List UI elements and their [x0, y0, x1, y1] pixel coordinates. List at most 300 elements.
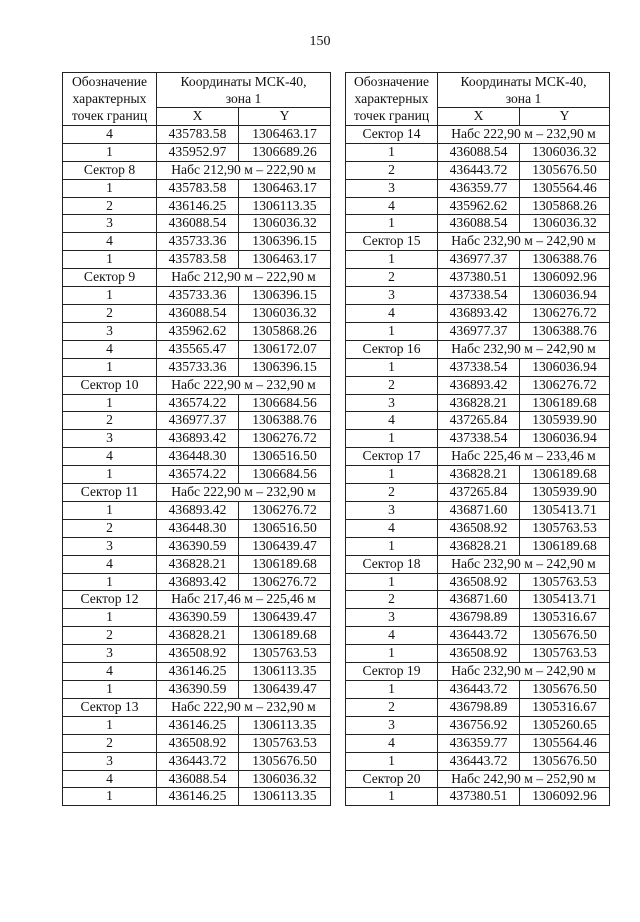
y-header: Y — [239, 108, 331, 126]
x-coordinate: 436893.42 — [157, 573, 239, 591]
sector-name: Сектор 18 — [346, 555, 438, 573]
point-number: 4 — [346, 627, 438, 645]
x-coordinate: 436390.59 — [157, 609, 239, 627]
x-coordinate: 437380.51 — [438, 269, 520, 287]
x-coordinate: 436977.37 — [438, 322, 520, 340]
y-coordinate: 1306396.15 — [239, 358, 331, 376]
sector-height-range: Набс 222,90 м – 232,90 м — [157, 376, 331, 394]
point-number: 4 — [346, 197, 438, 215]
coords-header — [438, 73, 610, 108]
designation-header-line1: Обозначение — [71, 74, 148, 90]
y-coordinate: 1305676.50 — [520, 681, 610, 699]
table-row — [346, 197, 610, 215]
designation-header-line1: Обозначение — [353, 74, 430, 90]
table-row — [346, 788, 610, 806]
y-coordinate: 1306689.26 — [239, 143, 331, 161]
table-row — [346, 269, 610, 287]
sector-height-range: Набс 222,90 м – 232,90 м — [157, 484, 331, 502]
point-number: 1 — [63, 179, 157, 197]
x-coordinate: 436390.59 — [157, 537, 239, 555]
table-row — [63, 609, 331, 627]
table-row — [346, 358, 610, 376]
x-coordinate: 436146.25 — [157, 716, 239, 734]
x-coordinate: 435733.36 — [157, 287, 239, 305]
point-number: 1 — [346, 358, 438, 376]
sector-name: Сектор 16 — [346, 340, 438, 358]
y-coordinate: 1306036.32 — [239, 770, 331, 788]
table-row — [63, 394, 331, 412]
y-coordinate: 1306276.72 — [239, 430, 331, 448]
point-number: 4 — [63, 448, 157, 466]
table-row — [63, 448, 331, 466]
x-coordinate: 436359.77 — [438, 734, 520, 752]
point-number: 2 — [63, 412, 157, 430]
sector-height-range: Набс 242,90 м – 252,90 м — [438, 770, 610, 788]
point-number: 1 — [63, 251, 157, 269]
table-row — [346, 251, 610, 269]
point-number: 1 — [63, 788, 157, 806]
y-coordinate: 1306036.32 — [239, 304, 331, 322]
y-coordinate: 1305676.50 — [520, 627, 610, 645]
point-number: 1 — [346, 645, 438, 663]
x-coordinate: 437338.54 — [438, 358, 520, 376]
y-coordinate: 1306189.68 — [520, 466, 610, 484]
x-coordinate: 436508.92 — [157, 645, 239, 663]
point-number: 1 — [63, 716, 157, 734]
point-number: 4 — [63, 233, 157, 251]
table-row — [63, 430, 331, 448]
y-coordinate: 1305763.53 — [520, 573, 610, 591]
x-coordinate: 437380.51 — [438, 788, 520, 806]
table-row — [63, 412, 331, 430]
x-coordinate: 436977.37 — [157, 412, 239, 430]
y-coordinate: 1306388.76 — [520, 322, 610, 340]
y-coordinate: 1306276.72 — [239, 501, 331, 519]
x-coordinate: 436088.54 — [157, 770, 239, 788]
point-number: 1 — [63, 501, 157, 519]
y-coordinate: 1305868.26 — [239, 322, 331, 340]
x-coordinate: 436443.72 — [157, 752, 239, 770]
x-coordinate: 436088.54 — [157, 304, 239, 322]
point-number: 3 — [63, 215, 157, 233]
table-row — [346, 215, 610, 233]
coords-header-line2: зона 1 — [505, 91, 542, 106]
table-row — [346, 161, 610, 179]
point-number: 4 — [63, 555, 157, 573]
table-row — [63, 788, 331, 806]
sector-height-range: Набс 222,90 м – 232,90 м — [157, 698, 331, 716]
table-row — [346, 376, 610, 394]
sector-row — [63, 698, 331, 716]
x-coordinate: 436893.42 — [438, 304, 520, 322]
x-coordinate: 437265.84 — [438, 412, 520, 430]
x-coordinate: 436443.72 — [438, 161, 520, 179]
table-row — [346, 322, 610, 340]
point-number: 4 — [63, 770, 157, 788]
x-coordinate: 436893.42 — [438, 376, 520, 394]
designation-header-line2: характерных — [354, 91, 429, 107]
right-table-body — [346, 125, 610, 805]
table-row — [63, 251, 331, 269]
table-row — [63, 573, 331, 591]
x-coordinate: 436443.72 — [438, 752, 520, 770]
y-coordinate: 1306388.76 — [520, 251, 610, 269]
table-row — [63, 233, 331, 251]
point-number: 3 — [63, 645, 157, 663]
table-row — [63, 716, 331, 734]
point-number: 2 — [63, 519, 157, 537]
x-coordinate: 436443.72 — [438, 627, 520, 645]
y-coordinate: 1306276.72 — [239, 573, 331, 591]
point-number: 3 — [346, 179, 438, 197]
table-row — [63, 627, 331, 645]
coords-header — [157, 73, 331, 108]
point-number: 2 — [346, 591, 438, 609]
x-header: X — [438, 108, 520, 126]
point-number: 3 — [346, 287, 438, 305]
y-coordinate: 1305676.50 — [520, 161, 610, 179]
y-coordinate: 1306463.17 — [239, 125, 331, 143]
x-coordinate: 436828.21 — [157, 627, 239, 645]
y-coordinate: 1305413.71 — [520, 591, 610, 609]
coordinates-table-right — [345, 72, 610, 806]
x-coordinate: 437265.84 — [438, 484, 520, 502]
sector-height-range: Набс 232,90 м – 242,90 м — [438, 233, 610, 251]
y-coordinate: 1306516.50 — [239, 519, 331, 537]
point-number: 4 — [63, 125, 157, 143]
point-number: 4 — [63, 663, 157, 681]
x-coordinate: 435952.97 — [157, 143, 239, 161]
designation-header-line2: характерных — [72, 91, 147, 107]
sector-row — [346, 555, 610, 573]
x-coordinate: 436088.54 — [157, 215, 239, 233]
point-number: 3 — [63, 752, 157, 770]
x-coordinate: 436574.22 — [157, 394, 239, 412]
y-coordinate: 1305763.53 — [520, 645, 610, 663]
y-coordinate: 1306113.35 — [239, 716, 331, 734]
y-coordinate: 1306189.68 — [520, 537, 610, 555]
y-coordinate: 1305676.50 — [239, 752, 331, 770]
point-number: 2 — [346, 484, 438, 502]
sector-row — [63, 161, 331, 179]
designation-header — [63, 73, 157, 126]
point-number: 1 — [63, 287, 157, 305]
y-coordinate: 1306684.56 — [239, 394, 331, 412]
point-number: 2 — [63, 304, 157, 322]
table-row — [346, 537, 610, 555]
table-row — [63, 287, 331, 305]
x-coordinate: 435733.36 — [157, 358, 239, 376]
point-number: 3 — [63, 537, 157, 555]
y-coordinate: 1305564.46 — [520, 734, 610, 752]
x-coordinate: 436828.21 — [438, 537, 520, 555]
point-number: 2 — [346, 161, 438, 179]
point-number: 2 — [346, 269, 438, 287]
designation-header-line3: точек границ — [71, 108, 148, 124]
table-row — [63, 340, 331, 358]
y-coordinate: 1306439.47 — [239, 537, 331, 555]
x-coordinate: 436448.30 — [157, 519, 239, 537]
x-coordinate: 436359.77 — [438, 179, 520, 197]
table-row — [63, 770, 331, 788]
x-coordinate: 436798.89 — [438, 698, 520, 716]
sector-row — [63, 591, 331, 609]
y-coordinate: 1306396.15 — [239, 287, 331, 305]
y-coordinate: 1306092.96 — [520, 269, 610, 287]
table-row — [63, 734, 331, 752]
table-row — [346, 609, 610, 627]
table-row — [346, 681, 610, 699]
y-coordinate: 1305868.26 — [520, 197, 610, 215]
sector-row — [63, 269, 331, 287]
table-row — [63, 179, 331, 197]
x-coordinate: 436146.25 — [157, 197, 239, 215]
sector-height-range: Набс 212,90 м – 222,90 м — [157, 269, 331, 287]
page-number: 150 — [309, 34, 331, 49]
x-coordinate: 435565.47 — [157, 340, 239, 358]
sector-height-range: Набс 217,46 м – 225,46 м — [157, 591, 331, 609]
table-row — [346, 698, 610, 716]
table-row — [63, 645, 331, 663]
y-coordinate: 1305939.90 — [520, 412, 610, 430]
table-row — [63, 752, 331, 770]
x-coordinate: 436798.89 — [438, 609, 520, 627]
designation-header — [346, 73, 438, 126]
y-coordinate: 1306276.72 — [520, 376, 610, 394]
sector-name: Сектор 13 — [63, 698, 157, 716]
y-coordinate: 1306172.07 — [239, 340, 331, 358]
table-row — [346, 143, 610, 161]
point-number: 3 — [63, 430, 157, 448]
table-row — [63, 143, 331, 161]
point-number: 1 — [346, 788, 438, 806]
table-row — [63, 555, 331, 573]
x-coordinate: 436448.30 — [157, 448, 239, 466]
designation-header-line3: точек границ — [353, 108, 430, 124]
x-coordinate: 436443.72 — [438, 681, 520, 699]
point-number: 1 — [346, 681, 438, 699]
point-number: 1 — [63, 573, 157, 591]
y-coordinate: 1306396.15 — [239, 233, 331, 251]
table-row — [63, 663, 331, 681]
sector-name: Сектор 10 — [63, 376, 157, 394]
table-row — [63, 215, 331, 233]
y-coordinate: 1305676.50 — [520, 752, 610, 770]
sector-name: Сектор 11 — [63, 484, 157, 502]
x-coordinate: 436574.22 — [157, 466, 239, 484]
x-coordinate: 436508.92 — [438, 645, 520, 663]
table-row — [63, 358, 331, 376]
sector-height-range: Набс 232,90 м – 242,90 м — [438, 340, 610, 358]
point-number: 3 — [63, 322, 157, 340]
sector-row — [346, 448, 610, 466]
y-coordinate: 1306388.76 — [239, 412, 331, 430]
coords-header-line1: Координаты МСК-40, — [180, 74, 307, 89]
table-row — [63, 519, 331, 537]
coords-header-line2: зона 1 — [225, 91, 262, 106]
y-coordinate: 1306189.68 — [239, 555, 331, 573]
point-number: 3 — [346, 394, 438, 412]
point-number: 1 — [63, 681, 157, 699]
y-coordinate: 1305316.67 — [520, 698, 610, 716]
point-number: 2 — [346, 376, 438, 394]
sector-name: Сектор 9 — [63, 269, 157, 287]
x-coordinate: 436508.92 — [157, 734, 239, 752]
sector-height-range: Набс 225,46 м – 233,46 м — [438, 448, 610, 466]
sector-row — [63, 376, 331, 394]
point-number: 3 — [346, 501, 438, 519]
y-coordinate: 1306516.50 — [239, 448, 331, 466]
point-number: 3 — [346, 716, 438, 734]
y-coordinate: 1306684.56 — [239, 466, 331, 484]
point-number: 1 — [346, 537, 438, 555]
point-number: 2 — [63, 627, 157, 645]
x-coordinate: 436871.60 — [438, 591, 520, 609]
table-row — [346, 484, 610, 502]
table-row — [346, 179, 610, 197]
x-coordinate: 436893.42 — [157, 501, 239, 519]
x-coordinate: 437338.54 — [438, 287, 520, 305]
x-coordinate: 436893.42 — [157, 430, 239, 448]
y-coordinate: 1305564.46 — [520, 179, 610, 197]
table-row — [346, 430, 610, 448]
point-number: 1 — [63, 143, 157, 161]
point-number: 1 — [63, 609, 157, 627]
x-coordinate: 435783.58 — [157, 125, 239, 143]
point-number: 1 — [63, 358, 157, 376]
y-coordinate: 1306189.68 — [520, 394, 610, 412]
point-number: 1 — [63, 394, 157, 412]
table-row — [63, 537, 331, 555]
x-coordinate: 435962.62 — [157, 322, 239, 340]
x-coordinate: 436146.25 — [157, 663, 239, 681]
sector-name: Сектор 8 — [63, 161, 157, 179]
x-coordinate: 436977.37 — [438, 251, 520, 269]
point-number: 1 — [346, 215, 438, 233]
point-number: 1 — [346, 322, 438, 340]
sector-name: Сектор 17 — [346, 448, 438, 466]
y-coordinate: 1305763.53 — [239, 645, 331, 663]
y-coordinate: 1306036.32 — [520, 143, 610, 161]
sector-name: Сектор 12 — [63, 591, 157, 609]
x-coordinate: 435733.36 — [157, 233, 239, 251]
point-number: 4 — [346, 519, 438, 537]
point-number: 4 — [63, 340, 157, 358]
sector-row — [346, 125, 610, 143]
table-row — [63, 304, 331, 322]
table-row — [346, 573, 610, 591]
point-number: 1 — [346, 752, 438, 770]
table-row — [346, 304, 610, 322]
x-header: X — [157, 108, 239, 126]
table-row — [63, 466, 331, 484]
y-coordinate: 1306113.35 — [239, 197, 331, 215]
table-row — [346, 519, 610, 537]
point-number: 4 — [346, 304, 438, 322]
y-coordinate: 1305260.65 — [520, 716, 610, 734]
y-coordinate: 1305316.67 — [520, 609, 610, 627]
table-row — [346, 752, 610, 770]
sector-name: Сектор 20 — [346, 770, 438, 788]
y-coordinate: 1306036.94 — [520, 358, 610, 376]
y-coordinate: 1306276.72 — [520, 304, 610, 322]
x-coordinate: 436508.92 — [438, 573, 520, 591]
point-number: 1 — [346, 143, 438, 161]
table-row — [346, 627, 610, 645]
coords-header-line1: Координаты МСК-40, — [460, 74, 587, 89]
sector-height-range: Набс 222,90 м – 232,90 м — [438, 125, 610, 143]
point-number: 2 — [63, 197, 157, 215]
y-coordinate: 1305413.71 — [520, 501, 610, 519]
sector-name: Сектор 15 — [346, 233, 438, 251]
x-coordinate: 436756.92 — [438, 716, 520, 734]
point-number: 4 — [346, 734, 438, 752]
y-coordinate: 1306113.35 — [239, 788, 331, 806]
table-row — [346, 734, 610, 752]
table-row — [63, 681, 331, 699]
x-coordinate: 437338.54 — [438, 430, 520, 448]
table-row — [346, 645, 610, 663]
sector-height-range: Набс 232,90 м – 242,90 м — [438, 663, 610, 681]
y-coordinate: 1306036.94 — [520, 430, 610, 448]
x-coordinate: 436828.21 — [157, 555, 239, 573]
table-row — [63, 322, 331, 340]
sector-name: Сектор 19 — [346, 663, 438, 681]
x-coordinate: 436146.25 — [157, 788, 239, 806]
left-table-body — [63, 125, 331, 805]
x-coordinate: 435783.58 — [157, 251, 239, 269]
y-coordinate: 1306113.35 — [239, 663, 331, 681]
sector-row — [346, 770, 610, 788]
y-coordinate: 1306036.32 — [520, 215, 610, 233]
sector-row — [346, 340, 610, 358]
table-row — [346, 466, 610, 484]
sector-row — [63, 484, 331, 502]
table-row — [346, 394, 610, 412]
x-coordinate: 436828.21 — [438, 394, 520, 412]
point-number: 2 — [346, 698, 438, 716]
table-row — [63, 125, 331, 143]
y-coordinate: 1306463.17 — [239, 179, 331, 197]
x-coordinate: 435783.58 — [157, 179, 239, 197]
point-number: 1 — [346, 466, 438, 484]
y-coordinate: 1306092.96 — [520, 788, 610, 806]
table-row — [63, 197, 331, 215]
point-number: 4 — [346, 412, 438, 430]
sector-height-range: Набс 212,90 м – 222,90 м — [157, 161, 331, 179]
y-coordinate: 1306439.47 — [239, 609, 331, 627]
x-coordinate: 436088.54 — [438, 143, 520, 161]
table-row — [346, 716, 610, 734]
sector-height-range: Набс 232,90 м – 242,90 м — [438, 555, 610, 573]
x-coordinate: 436088.54 — [438, 215, 520, 233]
x-coordinate: 436390.59 — [157, 681, 239, 699]
table-row — [63, 501, 331, 519]
sector-row — [346, 663, 610, 681]
y-coordinate: 1306036.32 — [239, 215, 331, 233]
y-coordinate: 1306189.68 — [239, 627, 331, 645]
y-coordinate: 1305763.53 — [239, 734, 331, 752]
y-coordinate: 1305763.53 — [520, 519, 610, 537]
table-row — [346, 287, 610, 305]
y-coordinate: 1306463.17 — [239, 251, 331, 269]
y-coordinate: 1306439.47 — [239, 681, 331, 699]
x-coordinate: 436508.92 — [438, 519, 520, 537]
sector-row — [346, 233, 610, 251]
x-coordinate: 436871.60 — [438, 501, 520, 519]
point-number: 1 — [346, 573, 438, 591]
x-coordinate: 436828.21 — [438, 466, 520, 484]
